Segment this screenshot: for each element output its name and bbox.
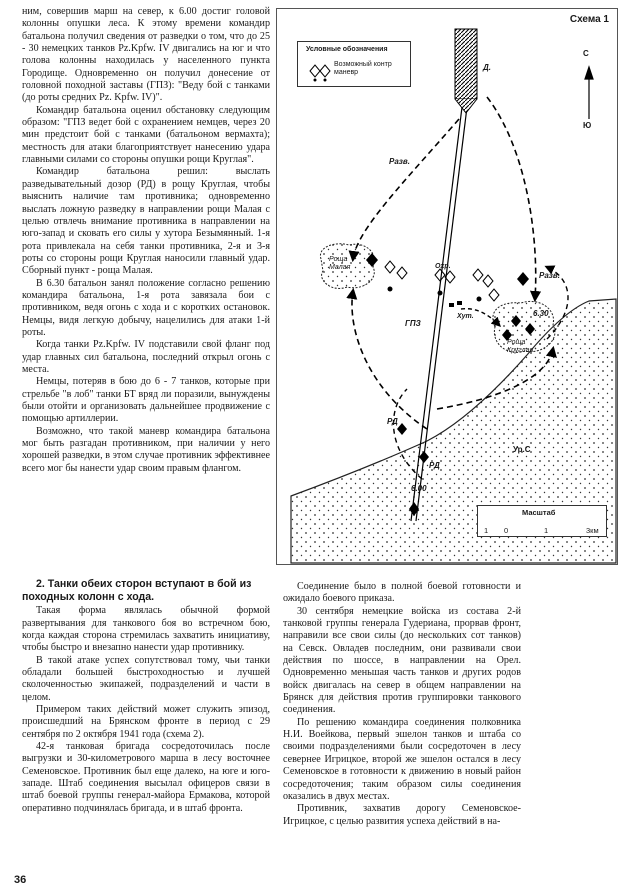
paragraph: Соединение было в полной боевой готовности и ожидало боевого приказа. — [283, 581, 521, 605]
paragraph: В 6.30 батальон занял положение согласно решению командира батальона, 1-я рота завязала бои с противником, ведя огонь с хода и с коротких остановок. Немцы, видя легкую добычу, нацелились для атаки 1-й роты. — [22, 277, 270, 338]
paragraph: В такой атаке успех сопутствовал тому, чьи танки обладали большей быстроходностью и лучшей сколоченностью экипажей, подразделений и части в целом. — [22, 654, 270, 703]
paragraph: Немцы, потеряв в бою до 6 - 7 танков, которые при стрельбе "в лоб" танки БТ вряд ли поразили, вынуждены были отойти и организовать дальнейшее продвижение с помощью артиллерии. — [22, 376, 270, 425]
label-khutor: Хут. — [457, 313, 474, 320]
enemy-column — [455, 29, 477, 99]
left-text-column — [22, 6, 270, 475]
label-d: Д. — [483, 63, 491, 72]
compass-north: С — [583, 49, 589, 58]
label-roshcha-kruglaya: Роща Круглая — [507, 339, 534, 354]
paragraph: 30 сентября немецкие войска из состава 2-й танковой группы генерала Гудериана, прорвав фронт, направили все свои силы (до нескольких сот танков) на Севск. Овладев последним, они развивали свои действия по шоссе, в направлении на Орел. Одновременно меньшая часть танков и других родов войск двигалась на север в общем направлении на Брянск для действия против группировки танкового соединения. — [283, 605, 521, 716]
bottom-right-text-column — [283, 581, 521, 828]
label-okhr: Охр. — [435, 263, 451, 270]
compass-south: Ю — [583, 121, 592, 130]
paragraph: Командир батальона оценил обстановку следующим образом: "ГПЗ ведет бой с охранением немцев, через 20 мин предстоит бой с танками (батальоном вермахта); местность для атаки благоприятствует нанесению удара главными силами со стороны опушки рощи Круглая". — [22, 104, 270, 166]
section-heading: 2. Танки обеих сторон вступают в бой из походных колонн с хода. — [22, 578, 252, 603]
label-razv-1: Разв. — [389, 157, 410, 166]
scheme-map — [276, 8, 618, 565]
map-drawing — [277, 9, 617, 564]
label-urs: Ур.С — [513, 445, 531, 454]
khutor-houses — [449, 301, 462, 307]
label-time-600: 6.00 — [411, 484, 427, 493]
map-legend — [297, 41, 411, 87]
label-gpz: ГПЗ — [405, 319, 421, 328]
paragraph: Такая форма являлась обычной формой развертывания для танкового боя во встречном бою, когда каждая сторона стремилась захватить инициативу, чтобы быстро и внезапно нанести удар противнику. — [22, 605, 270, 654]
paragraph: ним, совершив марш на север, к 6.00 достиг головой колонны опушки леса. К этому времени командир батальона получил сведения от разведки о том, что до 25 - 30 немецких танков Pz.Kpfw. IV двигались на юг и что голова колонны находилась у населенного пункта Городище. Одновременно он получил донесение от головной походной заставы (ГПЗ): "Веду бой с танками (до роты средних Pz. Kpfw. IV)". — [22, 6, 270, 104]
paragraph: 42-я танковая бригада сосредоточилась после выгрузки и 30-километрового марша в лесу восточнее Семеновское. Противник был еще далеко, на юге и юго-западе. Штаб соединения высылал офицеров связи в штаб боевой группы генерал-майора Ермакова, которой оперативно подчинялась бригада, и в штаб фронта. — [22, 740, 270, 814]
legend-title: Условные обозначения — [306, 46, 388, 53]
scale-tick: 0 — [504, 526, 509, 535]
label-time-630: 6.30 — [533, 309, 549, 318]
page-number: 36 — [14, 874, 27, 886]
scheme-title: Схема 1 — [569, 14, 609, 25]
label-razv-2: Разв. — [539, 271, 560, 280]
scale-tick: 1 — [544, 526, 549, 535]
compass — [585, 67, 593, 119]
paragraph: Возможно, что такой маневр командира батальона мог быть разгадан противником, при наличии у него хорошей разведки, в этом случае противник эффективнее всего мог бы нанести удар своим правым флангом. — [22, 425, 270, 474]
label-rd-2: РД — [429, 461, 440, 470]
label-rd-1: РД — [387, 417, 398, 426]
paragraph: Противник, захватив дорогу Семеновское-Игрицкое, с целью развития успеха действий в на- — [283, 803, 521, 827]
paragraph: Когда танки Pz.Kpfw. IV подставили свой фланг под удар главных сил батальона, последний открыл огонь с места. — [22, 339, 270, 375]
scale-title: Масштаб — [522, 508, 556, 517]
maneuver-symbol-icon — [306, 60, 332, 82]
paragraph: Примером таких действий может служить эпизод, происшедший на Брянском фронте в период с 29 сентября по 2 октября 1941 года (схема 2). — [22, 703, 270, 740]
scale-box — [477, 505, 607, 537]
paragraph: Командир батальона решил: выслать разведывательный дозор (РД) в рощу Круглая, чтобы выяснить наличие там противника; одновременно выслать ложную разведку в направлении рощи Малая с целью отвлечь внимание противника в направлении на юго-запад и сковать его силы у хутора Безымянный. 1-я рота привлекала на себя танки противника, 2-я и 3-я роты со стороны рощи Круглая наносили главный удар. Сборный пункт - роща Малая. — [22, 166, 270, 277]
scale-tick: 3км — [586, 526, 599, 535]
bottom-left-text-column — [22, 578, 270, 815]
scale-tick: 1 — [484, 526, 489, 535]
label-roshcha-malaya: Роща Малая — [329, 256, 351, 271]
legend-entry: Возможный контр маневр — [334, 61, 392, 76]
paragraph: По решению командира соединения полковника Н.И. Воейкова, первый эшелон танков и штаба со своими подразделениями были сосредоточен в лесу севернее Игрицкое, второй же эшелон остался в лесу Семеновское в готовности к движению в новый район сосредоточения; таким образом силы соединения оказались в двух местах. — [283, 716, 521, 802]
